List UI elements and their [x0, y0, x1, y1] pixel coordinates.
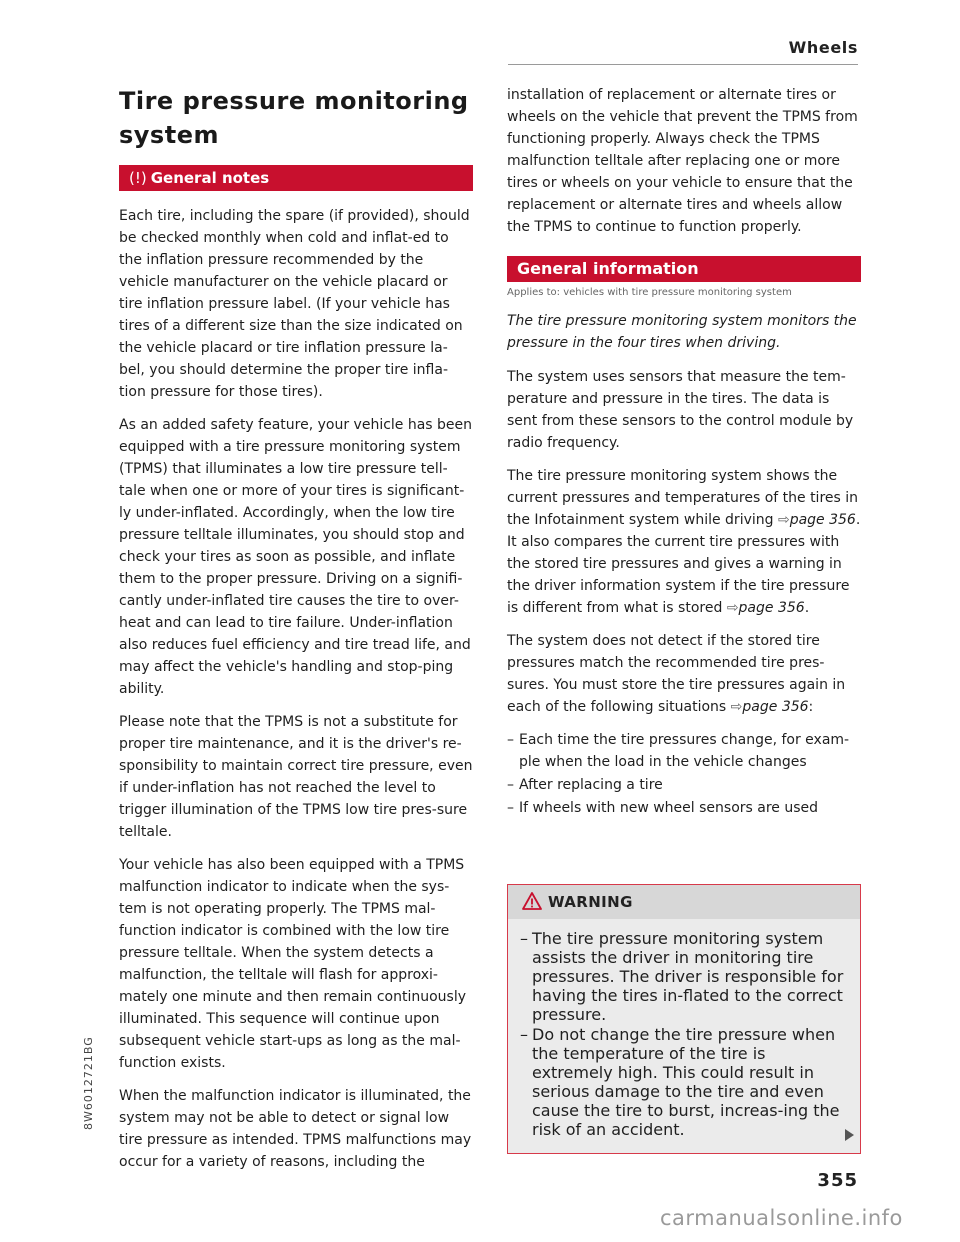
left-column	[119, 84, 473, 1184]
situations-list	[507, 729, 861, 819]
page-link[interactable]: ⇨page 356	[730, 699, 809, 715]
paragraph: Please note that the TPMS is not a substitute for proper tire maintenance, and it is the driver's re-sponsibility to maintain correct tire pressure, even if under-inflation has not reached the level to trigger illumination of the TPMS low tire pres-sure telltale.	[119, 714, 473, 840]
list-item: – After replacing a tire	[507, 774, 861, 796]
document-code: 8W6012721BG	[82, 1036, 95, 1130]
list-item: – Each time the tire pressures change, for exam-ple when the load in the vehicle changes	[507, 729, 861, 773]
paragraph: As an added safety feature, your vehicle has been equipped with a tire pressure monitoring system (TPMS) that illuminates a low tire pressure tell-tale when one or more of your tires is significant-ly under-inflated. Accordingly, when the low tire pressure telltale illuminates, you should stop and check your tires as soon as possible, and inflate them to the proper pressure. Driving on a signifi-cantly under-inflated tire causes the tire to over-heat and can lead to tire failure. Under-inflation also reduces fuel efficiency and tire tread life, and may affect the vehicle's handling and stop-ping ability.	[119, 417, 473, 697]
warning-item: – Do not change the tire pressure when the temperature of the tire is extremely high. This could result in serious damage to the tire and even cause the tire to burst, increas-ing the risk of an accident.	[520, 1025, 846, 1139]
header-divider	[508, 64, 858, 65]
warning-box	[507, 884, 861, 1154]
page-title: Tire pressure monitoring system	[119, 87, 469, 149]
section-title: Wheels	[788, 38, 858, 57]
warning-title: WARNING	[548, 893, 633, 911]
page-link[interactable]: ⇨page 356	[726, 600, 805, 616]
intro-paragraph: The tire pressure monitoring system monitors the pressure in the four tires when driving.	[507, 313, 857, 351]
paragraph: The tire pressure monitoring system shows the current pressures and temperatures of the tires in the Infotainment system while driving ⇨page 356. It also compares the current tire pressures with the stored tire pressures and gives a warning in the driver information system if the tire pressure is different from what is stored ⇨page 356.	[507, 468, 861, 616]
general-notes-bar	[119, 165, 473, 191]
warning-triangle-icon	[522, 892, 542, 910]
paragraph: installation of replacement or alternate tires or wheels on the vehicle that prevent the TPMS from functioning properly. Always check the TPMS malfunction telltale after replacing one or more tires or wheels on your vehicle to ensure that the replacement or alternate tires and wheels allow the TPMS to continue to function properly.	[507, 87, 858, 235]
warning-list	[520, 929, 846, 1139]
paragraph: The system uses sensors that measure the tem-perature and pressure in the tires. The data is sent from these sensors to the control module by radio frequency.	[507, 369, 854, 451]
watermark: carmanualsonline.info	[660, 1206, 903, 1230]
continued-arrow-icon	[845, 1129, 854, 1141]
general-notes-label: General notes	[150, 169, 270, 187]
list-item: – If wheels with new wheel sensors are used	[507, 797, 861, 819]
right-column	[507, 84, 861, 831]
link-arrow-icon: ⇨	[777, 512, 790, 528]
link-arrow-icon: ⇨	[726, 600, 739, 616]
page-link[interactable]: ⇨page 356	[777, 512, 856, 528]
paragraph: Each tire, including the spare (if provided), should be checked monthly when cold and inflat-ed to the inflation pressure recommended by the vehicle manufacturer on the vehicle placard or tire inflation pressure label. (If your vehicle has tires of a different size than the size indicated on the vehicle placard or tire inflation pressure la-bel, you should determine the proper tire infla-tion pressure for those tires).	[119, 208, 470, 400]
general-information-bar: General information	[507, 256, 861, 282]
paragraph: When the malfunction indicator is illuminated, the system may not be able to detect or signal low tire pressure as intended. TPMS malfunctions may occur for a variety of reasons, including the	[119, 1088, 472, 1170]
caution-icon: (!)	[129, 169, 147, 187]
applies-to-note: Applies to: vehicles with tire pressure monitoring system	[507, 287, 792, 298]
warning-header	[508, 885, 860, 919]
warning-item: – The tire pressure monitoring system assists the driver in monitoring tire pressures. The driver is responsible for having the tires in-flated to the correct pressure.	[520, 929, 846, 1024]
link-arrow-icon: ⇨	[730, 699, 743, 715]
page-number: 355	[817, 1170, 858, 1191]
paragraph: Your vehicle has also been equipped with a TPMS malfunction indicator to indicate when the sys-tem is not operating properly. The TPMS mal-function indicator is combined with the low tire pressure telltale. When the system detects a malfunction, the telltale will flash for approxi-mately one minute and then remain continuously illuminated. This sequence will continue upon subsequent vehicle start-ups as long as the mal-function exists.	[119, 857, 467, 1071]
paragraph: The system does not detect if the stored tire pressures match the recommended tire pres-sures. You must store the tire pressures again in each of the following situations ⇨page 356:	[507, 633, 846, 715]
